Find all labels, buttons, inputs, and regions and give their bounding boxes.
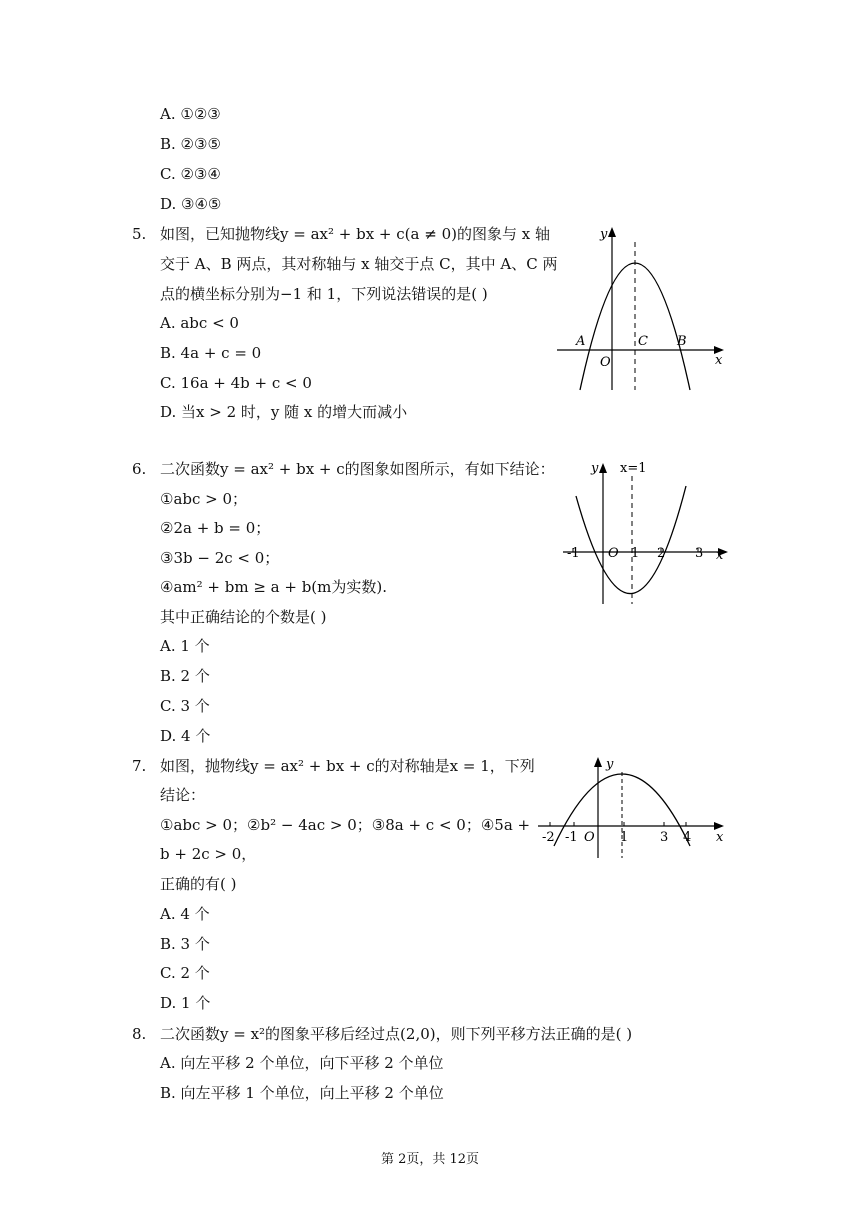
q6-fig-label-3: 3	[695, 546, 704, 561]
q6-fig-label-2: 2	[657, 546, 666, 561]
q7-fig-label-y: y	[606, 757, 614, 772]
q6-fig-label-o: O	[608, 546, 619, 561]
q5-fig-label-y: y	[600, 227, 608, 242]
q6-fig-label-y: y	[591, 461, 599, 476]
q4-option-a: A. ①②③	[160, 105, 221, 123]
q7-fig-label-o: O	[584, 830, 595, 845]
q7-fig-label-4: 4	[683, 830, 692, 845]
q5-number: 5.	[132, 225, 147, 243]
q8-option-a: A. 向左平移 2 个单位，向下平移 2 个单位	[160, 1054, 444, 1072]
q8-stem: 二次函数y = x²的图象平移后经过点(2,0)，则下列平移方法正确的是( )	[160, 1025, 633, 1043]
q6-fig-label-x: x	[716, 548, 724, 563]
q5-option-a: A. abc < 0	[160, 314, 239, 332]
q5-stem-line-2: 交于 A、B 两点，其对称轴与 x 轴交于点 C，其中 A、C 两	[160, 255, 558, 273]
q8-number: 8.	[132, 1025, 147, 1043]
q7-stem-line-4: b + 2c > 0，	[160, 845, 257, 863]
q7-option-d: D. 1 个	[160, 994, 211, 1012]
q7-stem-line-2: 结论：	[160, 786, 206, 804]
q5-fig-label-o: O	[600, 355, 611, 370]
q4-option-d: D. ③④⑤	[160, 195, 222, 213]
q6-statement-1: ①abc > 0；	[160, 490, 248, 508]
q5-option-d: D. 当x > 2 时，y 随 x 的增大而减小	[160, 403, 408, 421]
q6-statement-3: ③3b − 2c < 0；	[160, 549, 280, 567]
q7-parabola-figure	[536, 752, 736, 866]
q4-option-c: C. ②③④	[160, 165, 221, 183]
q6-question: 其中正确结论的个数是( )	[160, 608, 327, 626]
q7-option-b: B. 3 个	[160, 935, 210, 953]
q5-fig-label-c: C	[638, 334, 648, 349]
q6-fig-label-x-eq-1: x=1	[620, 461, 647, 476]
q7-option-c: C. 2 个	[160, 964, 210, 982]
q7-option-a: A. 4 个	[160, 905, 210, 923]
q6-option-d: D. 4 个	[160, 727, 211, 745]
page-footer: 第 2页，共 12页	[380, 1152, 480, 1167]
q6-statement-4: ④am² + bm ≥ a + b(m为实数).	[160, 578, 388, 596]
q5-fig-label-x: x	[715, 353, 723, 368]
q5-fig-label-a: A	[576, 334, 586, 349]
q5-fig-label-b: B	[677, 334, 687, 349]
q5-stem-line-1: 如图，已知抛物线y = ax² + bx + c(a ≠ 0)的图象与 x 轴	[160, 225, 550, 243]
q6-option-a: A. 1 个	[160, 637, 210, 655]
q5-option-b: B. 4a + c = 0	[160, 344, 262, 362]
q7-stem-line-3: ①abc > 0；②b² − 4ac > 0；③8a + c < 0；④5a +	[160, 816, 531, 834]
q7-fig-label-3: 3	[660, 830, 669, 845]
q7-fig-label-x: x	[716, 830, 724, 845]
q7-question: 正确的有( )	[160, 875, 237, 893]
q5-option-c: C. 16a + 4b + c < 0	[160, 374, 312, 392]
q7-fig-label-minus-1: -1	[565, 830, 578, 845]
q6-option-b: B. 2 个	[160, 667, 210, 685]
q7-fig-label-1: 1	[620, 830, 629, 845]
q6-statement-2: ②2a + b = 0；	[160, 519, 271, 537]
q6-fig-label-minus-1: -1	[567, 546, 580, 561]
q6-parabola-figure	[558, 456, 738, 610]
q8-option-b: B. 向左平移 1 个单位，向上平移 2 个单位	[160, 1084, 444, 1102]
q6-option-c: C. 3 个	[160, 697, 210, 715]
q4-option-b: B. ②③⑤	[160, 135, 221, 153]
q6-number: 6.	[132, 460, 147, 478]
q5-stem-line-3: 点的横坐标分别为−1 和 1，下列说法错误的是( )	[160, 285, 488, 303]
q5-parabola-figure	[552, 222, 732, 396]
q7-stem-line-1: 如图，抛物线y = ax² + bx + c的对称轴是x = 1，下列	[160, 757, 535, 775]
q6-stem: 二次函数y = ax² + bx + c的图象如图所示，有如下结论：	[160, 460, 555, 478]
q7-fig-label-minus-2: -2	[542, 830, 555, 845]
q7-number: 7.	[132, 757, 147, 775]
q6-fig-label-1: 1	[631, 546, 640, 561]
